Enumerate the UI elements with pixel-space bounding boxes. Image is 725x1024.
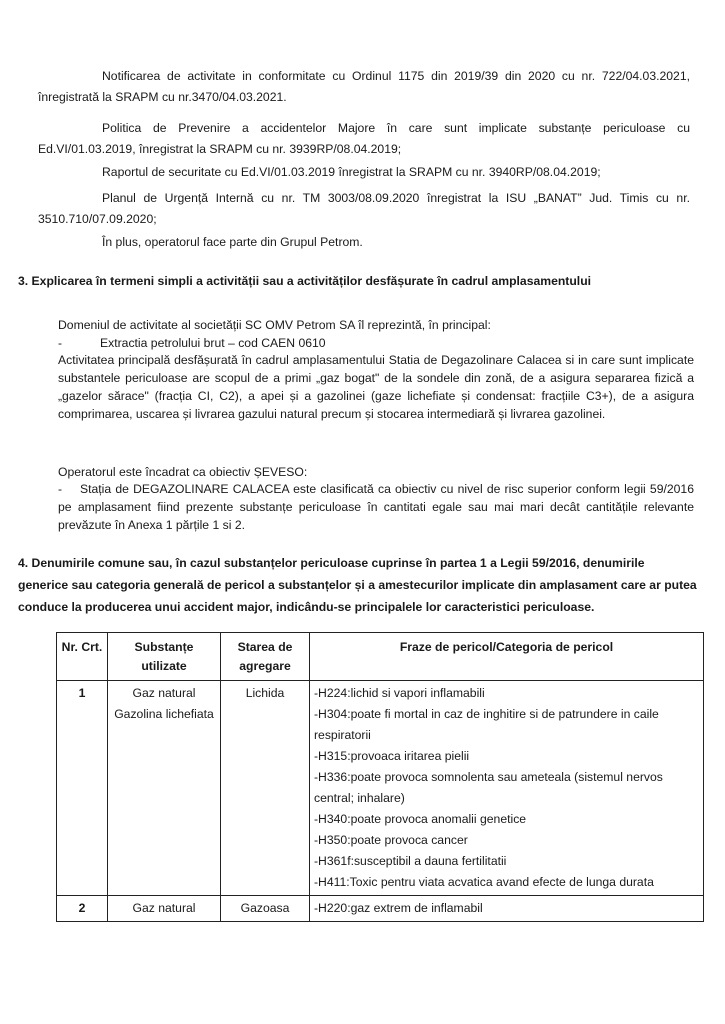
- cell-nr: 1: [57, 681, 108, 896]
- cell-substance: Gaz natural: [108, 896, 221, 922]
- intro-security-report: Raportul de securitate cu Ed.VI/01.03.2019 înregistrat la SRAPM cu nr. 3940RP/08.04.2019;: [102, 165, 601, 179]
- intro-emergency-plan: Planul de Urgență Internă cu nr. TM 3003/08.09.2020 înregistrat la ISU „BANAT” Jud. Timis cu nr. 3510.710/07.09.2020;: [38, 191, 690, 226]
- activity-item: [58, 334, 694, 352]
- header-hazards: Fraze de pericol/Categoria de pericol: [310, 633, 704, 681]
- hazard-statement: -H361f:susceptibil a dauna fertilitatii: [314, 854, 507, 868]
- section-3-heading: 3. Explicarea în termeni simpli a activității sau a activităților desfășurate în cadrul amplasamentului: [18, 274, 592, 288]
- cell-state: Lichida: [221, 681, 310, 896]
- section-4-heading-text: 4. Denumirile comune sau, în cazul substanțelor periculoase cuprinse în partea 1 a Legii 59/2016, denumirile generice sau categoria generală de pericol a substanțelor și a amestecurilor implicate din amplasament care ar putea conduce la producerea unui accident major, indicându-se principalele lor caracteristici periculoase.: [18, 556, 697, 614]
- list-dash: -: [58, 482, 63, 496]
- hazard-table: [56, 632, 704, 922]
- hazard-statement: -H340:poate provoca anomalii genetice: [314, 812, 527, 826]
- header-state: Starea de agregare: [221, 633, 310, 681]
- seveso-item-text: Stația de DEGAZOLINARE CALACEA este clasificată ca obiectiv cu nivel de risc superior conform legii 59/2016 pe amplasament fiind prezente substanțe periculoase în cantitati egale sau mai mari decât cantitățile relevante prevăzute în Anexa 1 părțile 1 si 2.: [58, 482, 694, 532]
- seveso-item: [58, 480, 694, 534]
- table-row: [57, 681, 704, 896]
- intro-notification: Notificarea de activitate in conformitate cu Ordinul 1175 din 2019/39 din 2020 cu nr. 722/04.03.2021, înregistrată la SRAPM cu nr.3470/04.03.2021.: [38, 69, 690, 104]
- header-nr: Nr. Crt.: [57, 633, 108, 681]
- hazard-statement: -H220:gaz extrem de inflamabil: [314, 901, 483, 915]
- hazard-statement: -H411:Toxic pentru viata acvatica avand efecte de lunga durata: [314, 875, 654, 889]
- table-row: [57, 896, 704, 922]
- activity-item-text: Extractia petrolului brut – cod CAEN 0610: [100, 336, 326, 350]
- cell-state: Gazoasa: [221, 896, 310, 922]
- hazard-statement: -H336:poate provoca somnolenta sau ameteala (sistemul nervos central; inhalare): [314, 770, 663, 805]
- cell-hazards: [310, 681, 704, 896]
- table-header-row: [57, 633, 704, 681]
- cell-hazards: [310, 896, 704, 922]
- operator-classification: Operatorul este încadrat ca obiectiv ȘEVESO:: [58, 465, 308, 479]
- list-dash: -: [58, 336, 63, 350]
- main-activity-description: Activitatea principală desfășurată în cadrul amplasamentului Statia de Degazolinare Calacea si in care sunt implicate substantele periculoase are scopul de a primi „gaz bogat" de la sondele din zonă, de a asigura separarea fizică a „gazelor sărace" (fracția CI, C2), a apei și a gazolinei (gaze lichefiate și condensat: fracțiile C3+), de a asigura comprimarea, uscarea și livrarea gazului natural precum și stocarea intermediară și livrarea gazolinei.: [58, 353, 694, 421]
- intro-petrom-group: În plus, operatorul face parte din Grupul Petrom.: [102, 235, 363, 249]
- cell-nr: 2: [57, 896, 108, 922]
- hazard-statement: -H350:poate provoca cancer: [314, 833, 468, 847]
- section-4-heading: [18, 552, 698, 618]
- header-substance: Substanțe utilizate: [108, 633, 221, 681]
- hazard-statement: -H224:lichid si vapori inflamabili: [314, 686, 485, 700]
- hazard-statement: -H304:poate fi mortal in caz de inghitire si de patrundere in caile respiratorii: [314, 707, 659, 742]
- intro-policy: Politica de Prevenire a accidentelor Majore în care sunt implicate substanțe periculoase cu Ed.VI/01.03.2019, înregistrat la SRAPM cu nr. 3939RP/08.04.2019;: [38, 121, 690, 156]
- hazard-statement: -H315:provoaca iritarea pielii: [314, 749, 470, 763]
- cell-substance: Gaz natural Gazolina lichefiata: [108, 681, 221, 896]
- activity-domain: Domeniul de activitate al societății SC OMV Petrom SA îl reprezintă, în principal:: [58, 318, 491, 332]
